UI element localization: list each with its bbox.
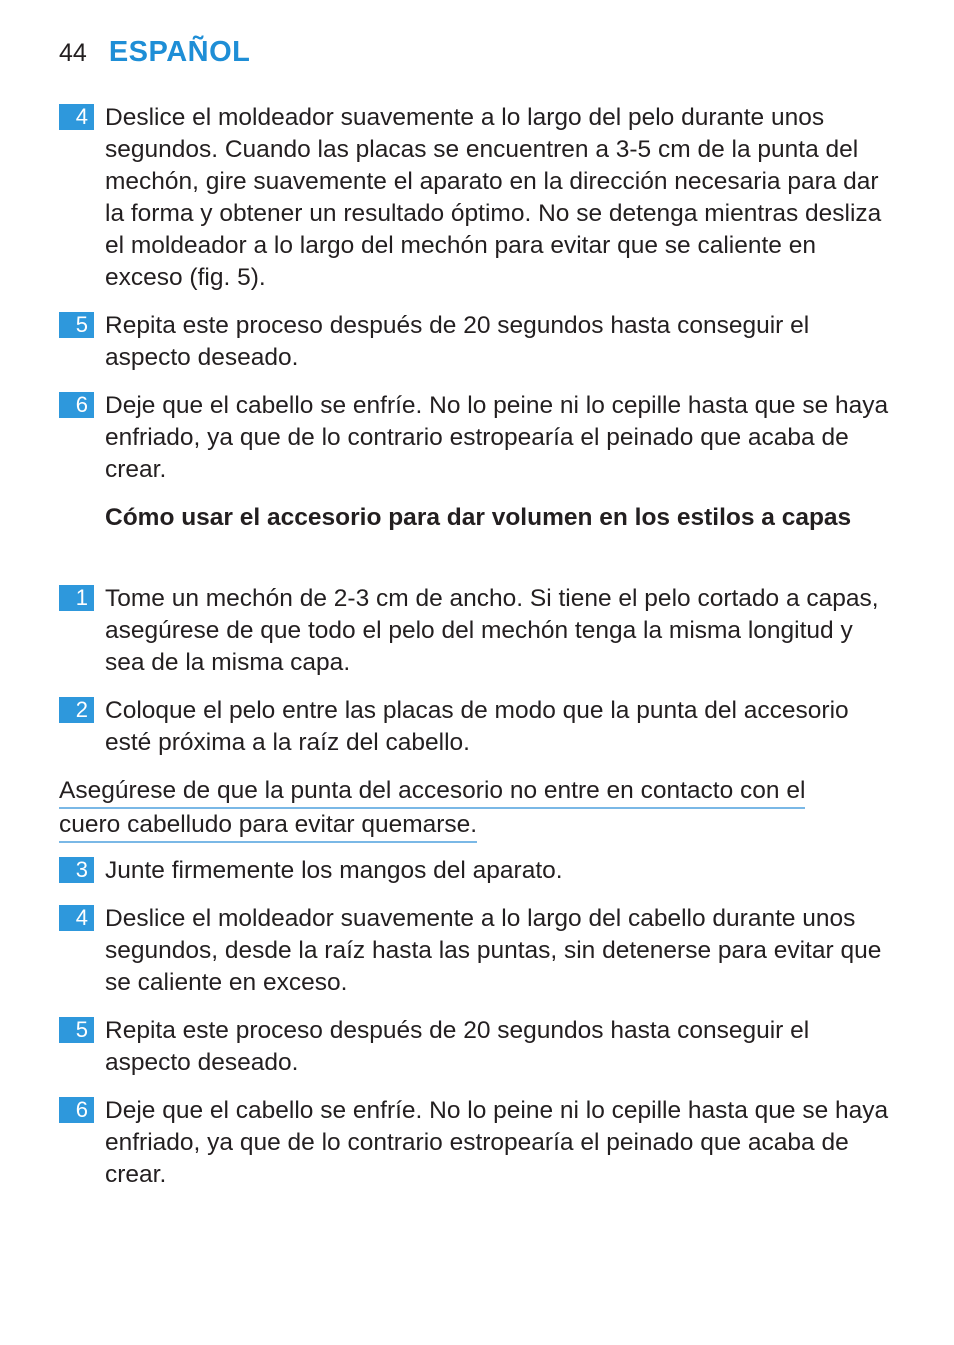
step-text: Deje que el cabello se enfríe. No lo peine ni lo cepille hasta que se haya enfriado, ya que de lo contrario estropearía el peinado que acaba de crear.: [105, 392, 889, 483]
section-subheading: Cómo usar el accesorio para dar volumen en los estilos a capas: [105, 504, 852, 531]
page-header: [59, 36, 250, 72]
step-item: [59, 102, 899, 294]
step-item: [59, 390, 899, 486]
step-item: [59, 855, 899, 887]
step-number-badge: 1: [59, 585, 94, 611]
step-text: Repita este proceso después de 20 segundos hasta conseguir el aspecto deseado.: [105, 312, 810, 371]
step-item: [59, 583, 899, 679]
step-number-badge: 4: [59, 104, 94, 130]
step-item: [59, 1015, 899, 1079]
step-number-badge: 4: [59, 905, 94, 931]
language-title: ESPAÑOL: [108, 36, 251, 68]
step-item: [59, 1095, 899, 1191]
step-text: Tome un mechón de 2-3 cm de ancho. Si tiene el pelo cortado a capas, asegúrese de que todo el pelo del mechón tenga la misma longitud y sea de la misma capa.: [105, 585, 879, 676]
step-item: [59, 310, 899, 374]
step-item: [59, 695, 899, 759]
step-number-badge: 6: [59, 1097, 94, 1123]
step-number-badge: 6: [59, 392, 94, 418]
step-number-badge: 3: [59, 857, 94, 883]
page-number: 44: [59, 39, 87, 67]
step-text: Deje que el cabello se enfríe. No lo peine ni lo cepille hasta que se haya enfriado, ya que de lo contrario estropearía el peinado que acaba de crear.: [105, 1097, 889, 1188]
warning-note: [59, 775, 879, 843]
step-text: Deslice el moldeador suavemente a lo largo del cabello durante unos segundos, desde la raíz hasta las puntas, sin detenerse para evitar que se caliente en exceso.: [105, 905, 882, 996]
warning-line: Asegúrese de que la punta del accesorio no entre en contacto con el: [59, 775, 805, 809]
step-text: Repita este proceso después de 20 segundos hasta conseguir el aspecto deseado.: [105, 1017, 810, 1076]
step-text: Coloque el pelo entre las placas de modo que la punta del accesorio esté próxima a la raíz del cabello.: [105, 697, 849, 756]
step-item: [59, 903, 899, 999]
warning-line: cuero cabelludo para evitar quemarse.: [59, 809, 477, 843]
step-number-badge: 2: [59, 697, 94, 723]
step-text: Deslice el moldeador suavemente a lo largo del pelo durante unos segundos. Cuando las placas se encuentren a 3-5 cm de la punta del mechón, gire suavemente el aparato en la dirección necesaria para dar la forma y obtener un resultado óptimo. No se detenga mientras desliza el moldeador a lo largo del mechón para evitar que se caliente en exceso (fig. 5).: [105, 104, 882, 291]
step-number-badge: 5: [59, 1017, 94, 1043]
step-text: Junte firmemente los mangos del aparato.: [105, 857, 563, 884]
step-number-badge: 5: [59, 312, 94, 338]
